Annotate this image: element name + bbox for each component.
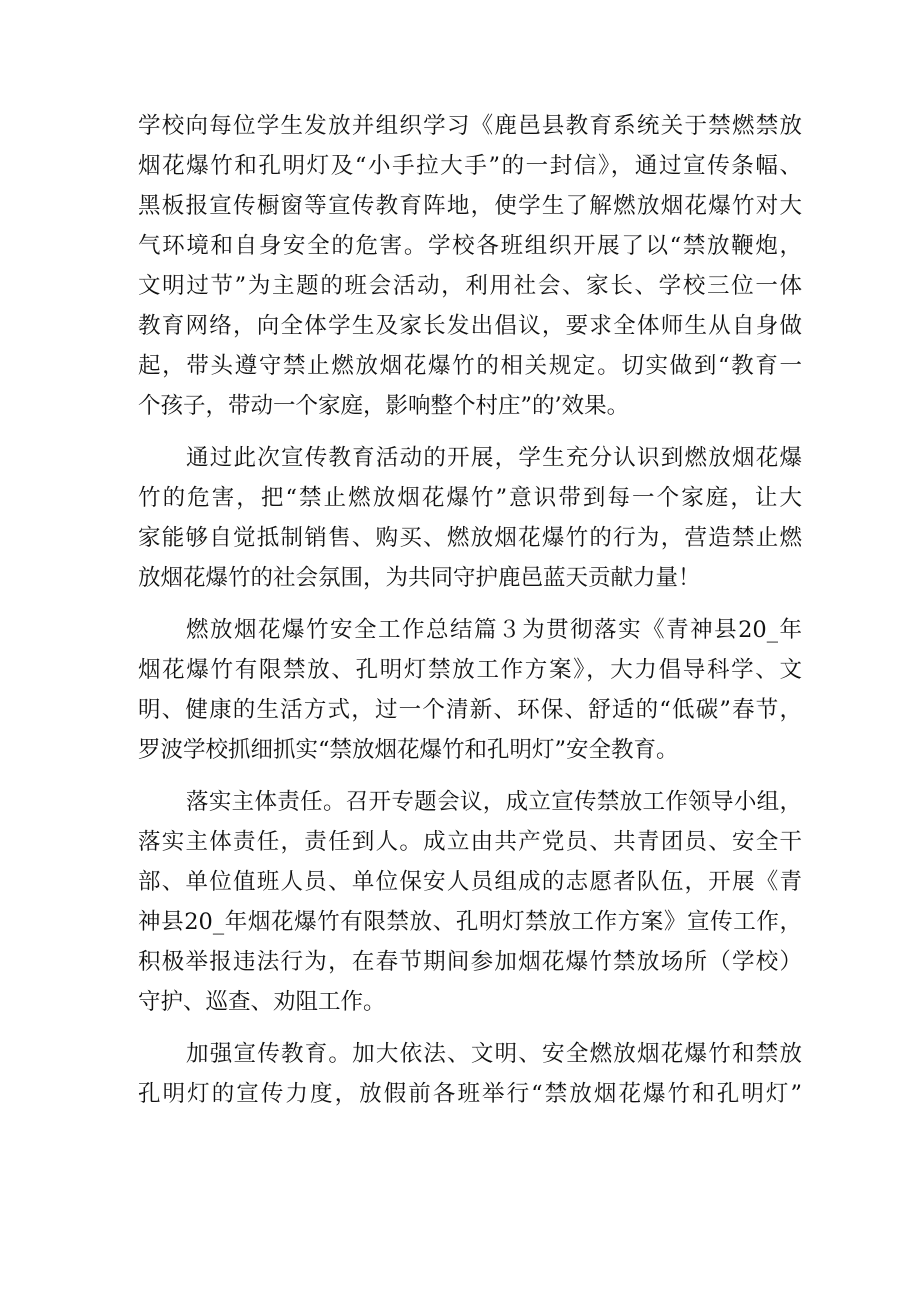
paragraph bbox=[138, 782, 802, 1022]
text-line: 家能够自觉抵制销售、购买、燃放烟花爆竹的行为，营造禁止燃 bbox=[138, 525, 802, 551]
text-line: 加强宣传教育。加大依法、文明、安全燃放烟花爆竹和禁放 bbox=[186, 1041, 802, 1067]
paragraph bbox=[138, 1034, 802, 1114]
paragraph bbox=[138, 438, 802, 598]
text-line: 落实主体责任，责任到人。成立由共产党员、共青团员、安全干 bbox=[138, 829, 802, 855]
text-line: 神县20_年烟花爆竹有限禁放、孔明灯禁放工作方案》宣传工作， bbox=[138, 909, 802, 935]
text-line: 烟花爆竹和孔明灯及“小手拉大手”的一封信》，通过宣传条幅、 bbox=[138, 153, 802, 179]
text-line: 气环境和自身安全的危害。学校各班组织开展了以“禁放鞭炮， bbox=[138, 233, 802, 259]
text-line: 黑板报宣传橱窗等宣传教育阵地，使学生了解燃放烟花爆竹对大 bbox=[138, 193, 802, 219]
text-line: 落实主体责任。召开专题会议，成立宣传禁放工作领导小组， bbox=[186, 789, 802, 815]
text-line: 烟花爆竹有限禁放、孔明灯禁放工作方案》，大力倡导科学、文 bbox=[138, 657, 802, 683]
document-body bbox=[138, 106, 802, 1114]
text-line: 通过此次宣传教育活动的开展，学生充分认识到燃放烟花爆 bbox=[186, 445, 802, 471]
paragraph bbox=[138, 610, 802, 770]
text-line: 文明过节”为主题的班会活动，利用社会、家长、学校三位一体 bbox=[138, 273, 802, 299]
text-line: 孔明灯的宣传力度，放假前各班举行“禁放烟花爆竹和孔明灯” bbox=[138, 1081, 802, 1107]
text-line: 燃放烟花爆竹安全工作总结篇３为贯彻落实《青神县20_年 bbox=[186, 617, 802, 643]
paragraph-gap bbox=[138, 426, 802, 438]
text-line: 守护、巡查、劝阻工作。 bbox=[138, 989, 386, 1015]
paragraph-gap bbox=[138, 1022, 802, 1034]
text-line: 教育网络，向全体学生及家长发出倡议，要求全体师生从自身做 bbox=[138, 313, 802, 339]
text-line: 竹的危害，把“禁止燃放烟花爆竹”意识带到每一个家庭，让大 bbox=[138, 485, 802, 511]
paragraph-gap bbox=[138, 770, 802, 782]
text-line: 个孩子，带动一个家庭，影响整个村庄”的’效果。 bbox=[138, 393, 630, 419]
paragraph-gap bbox=[138, 598, 802, 610]
paragraph bbox=[138, 106, 802, 426]
text-line: 学校向每位学生发放并组织学习《鹿邑县教育系统关于禁燃禁放 bbox=[138, 113, 802, 139]
text-line: 起，带头遵守禁止燃放烟花爆竹的相关规定。切实做到“教育一 bbox=[138, 353, 802, 379]
text-line: 明、健康的生活方式，过一个清新、环保、舒适的“低碳”春节， bbox=[138, 697, 802, 723]
text-line: 放烟花爆竹的社会氛围，为共同守护鹿邑蓝天贡献力量！ bbox=[138, 565, 701, 591]
text-line: 部、单位值班人员、单位保安人员组成的志愿者队伍，开展《青 bbox=[138, 869, 802, 895]
text-line: 罗波学校抓细抓实“禁放烟花爆竹和孔明灯”安全教育。 bbox=[138, 737, 679, 763]
text-line: 积极举报违法行为，在春节期间参加烟花爆竹禁放场所（学校） bbox=[138, 949, 802, 975]
